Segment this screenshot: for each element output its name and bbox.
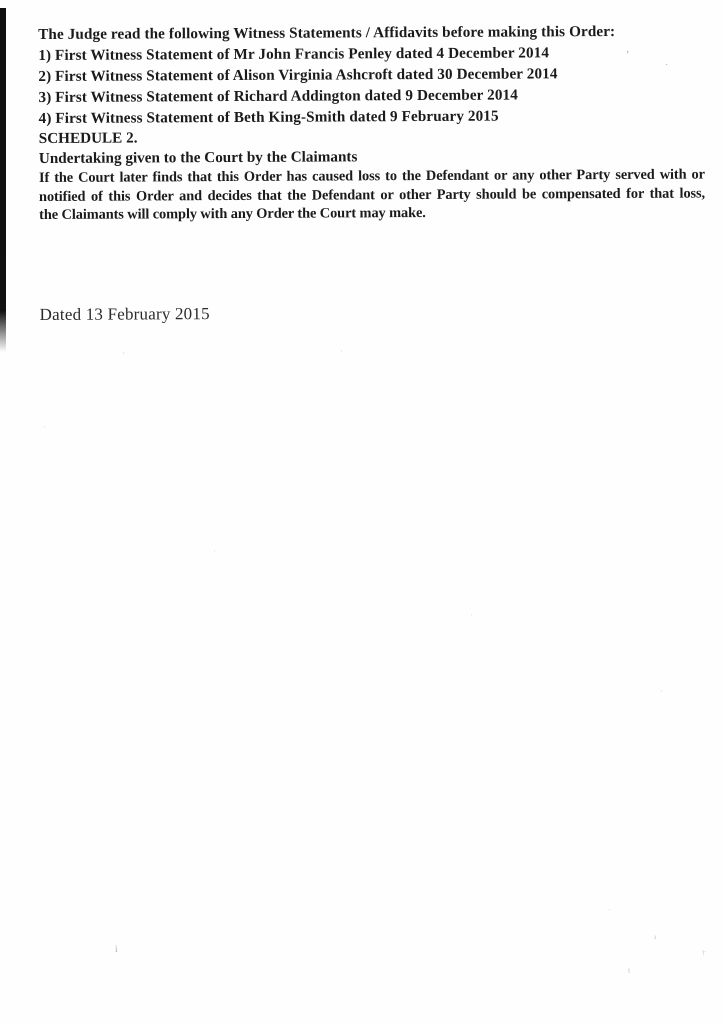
intro-line: The Judge read the following Witness Statements / Affidavits before making this Order:: [38, 22, 616, 43]
scan-speck: ·: [122, 348, 125, 358]
scan-speck: ·: [660, 686, 663, 696]
scan-speck: ·: [665, 60, 669, 71]
scan-speck: ·: [43, 422, 46, 432]
undertaking-paragraph: [39, 166, 705, 225]
undertaking-line-3: the Claimants will comply with any Order the Court may make.: [39, 205, 426, 224]
scan-speck: ’: [626, 50, 630, 61]
scan-speck: †: [702, 949, 706, 957]
scan-speck: ·: [608, 905, 611, 915]
schedule-subheading: Undertaking given to the Court by the Claimants: [38, 148, 358, 167]
document-text-block: [38, 0, 706, 326]
witness-statement-line-2: 2) First Witness Statement of Alison Virginia Ashcroft dated 30 December 2014: [38, 65, 558, 85]
witness-statement-line-3: 3) First Witness Statement of Richard Addington dated 9 December 2014: [38, 86, 518, 106]
scan-speck: ·: [213, 546, 216, 556]
scan-speck: ·: [470, 610, 473, 620]
witness-statement-line-1: 1) First Witness Statement of Mr John Francis Penley dated 4 December 2014: [38, 44, 550, 64]
scan-speck: t: [628, 966, 631, 975]
witness-statement-line-4: 4) First Witness Statement of Beth King-Smith dated 9 February 2015: [38, 107, 499, 127]
dated-line: Dated 13 February 2015: [39, 303, 210, 324]
scan-speck: i: [115, 944, 118, 954]
undertaking-line-1: If the Court later finds that this Order has caused loss to the Defendant or any other Party served with or: [38, 166, 705, 186]
left-edge-scan-line: [0, 8, 6, 352]
scan-speck: ·: [340, 346, 343, 356]
undertaking-line-2: notified of this Order and decides that the Defendant or other Party should be compensated for that loss,: [38, 185, 706, 205]
schedule-heading: SCHEDULE 2.: [38, 129, 138, 147]
scan-speck: ¹: [654, 934, 657, 943]
